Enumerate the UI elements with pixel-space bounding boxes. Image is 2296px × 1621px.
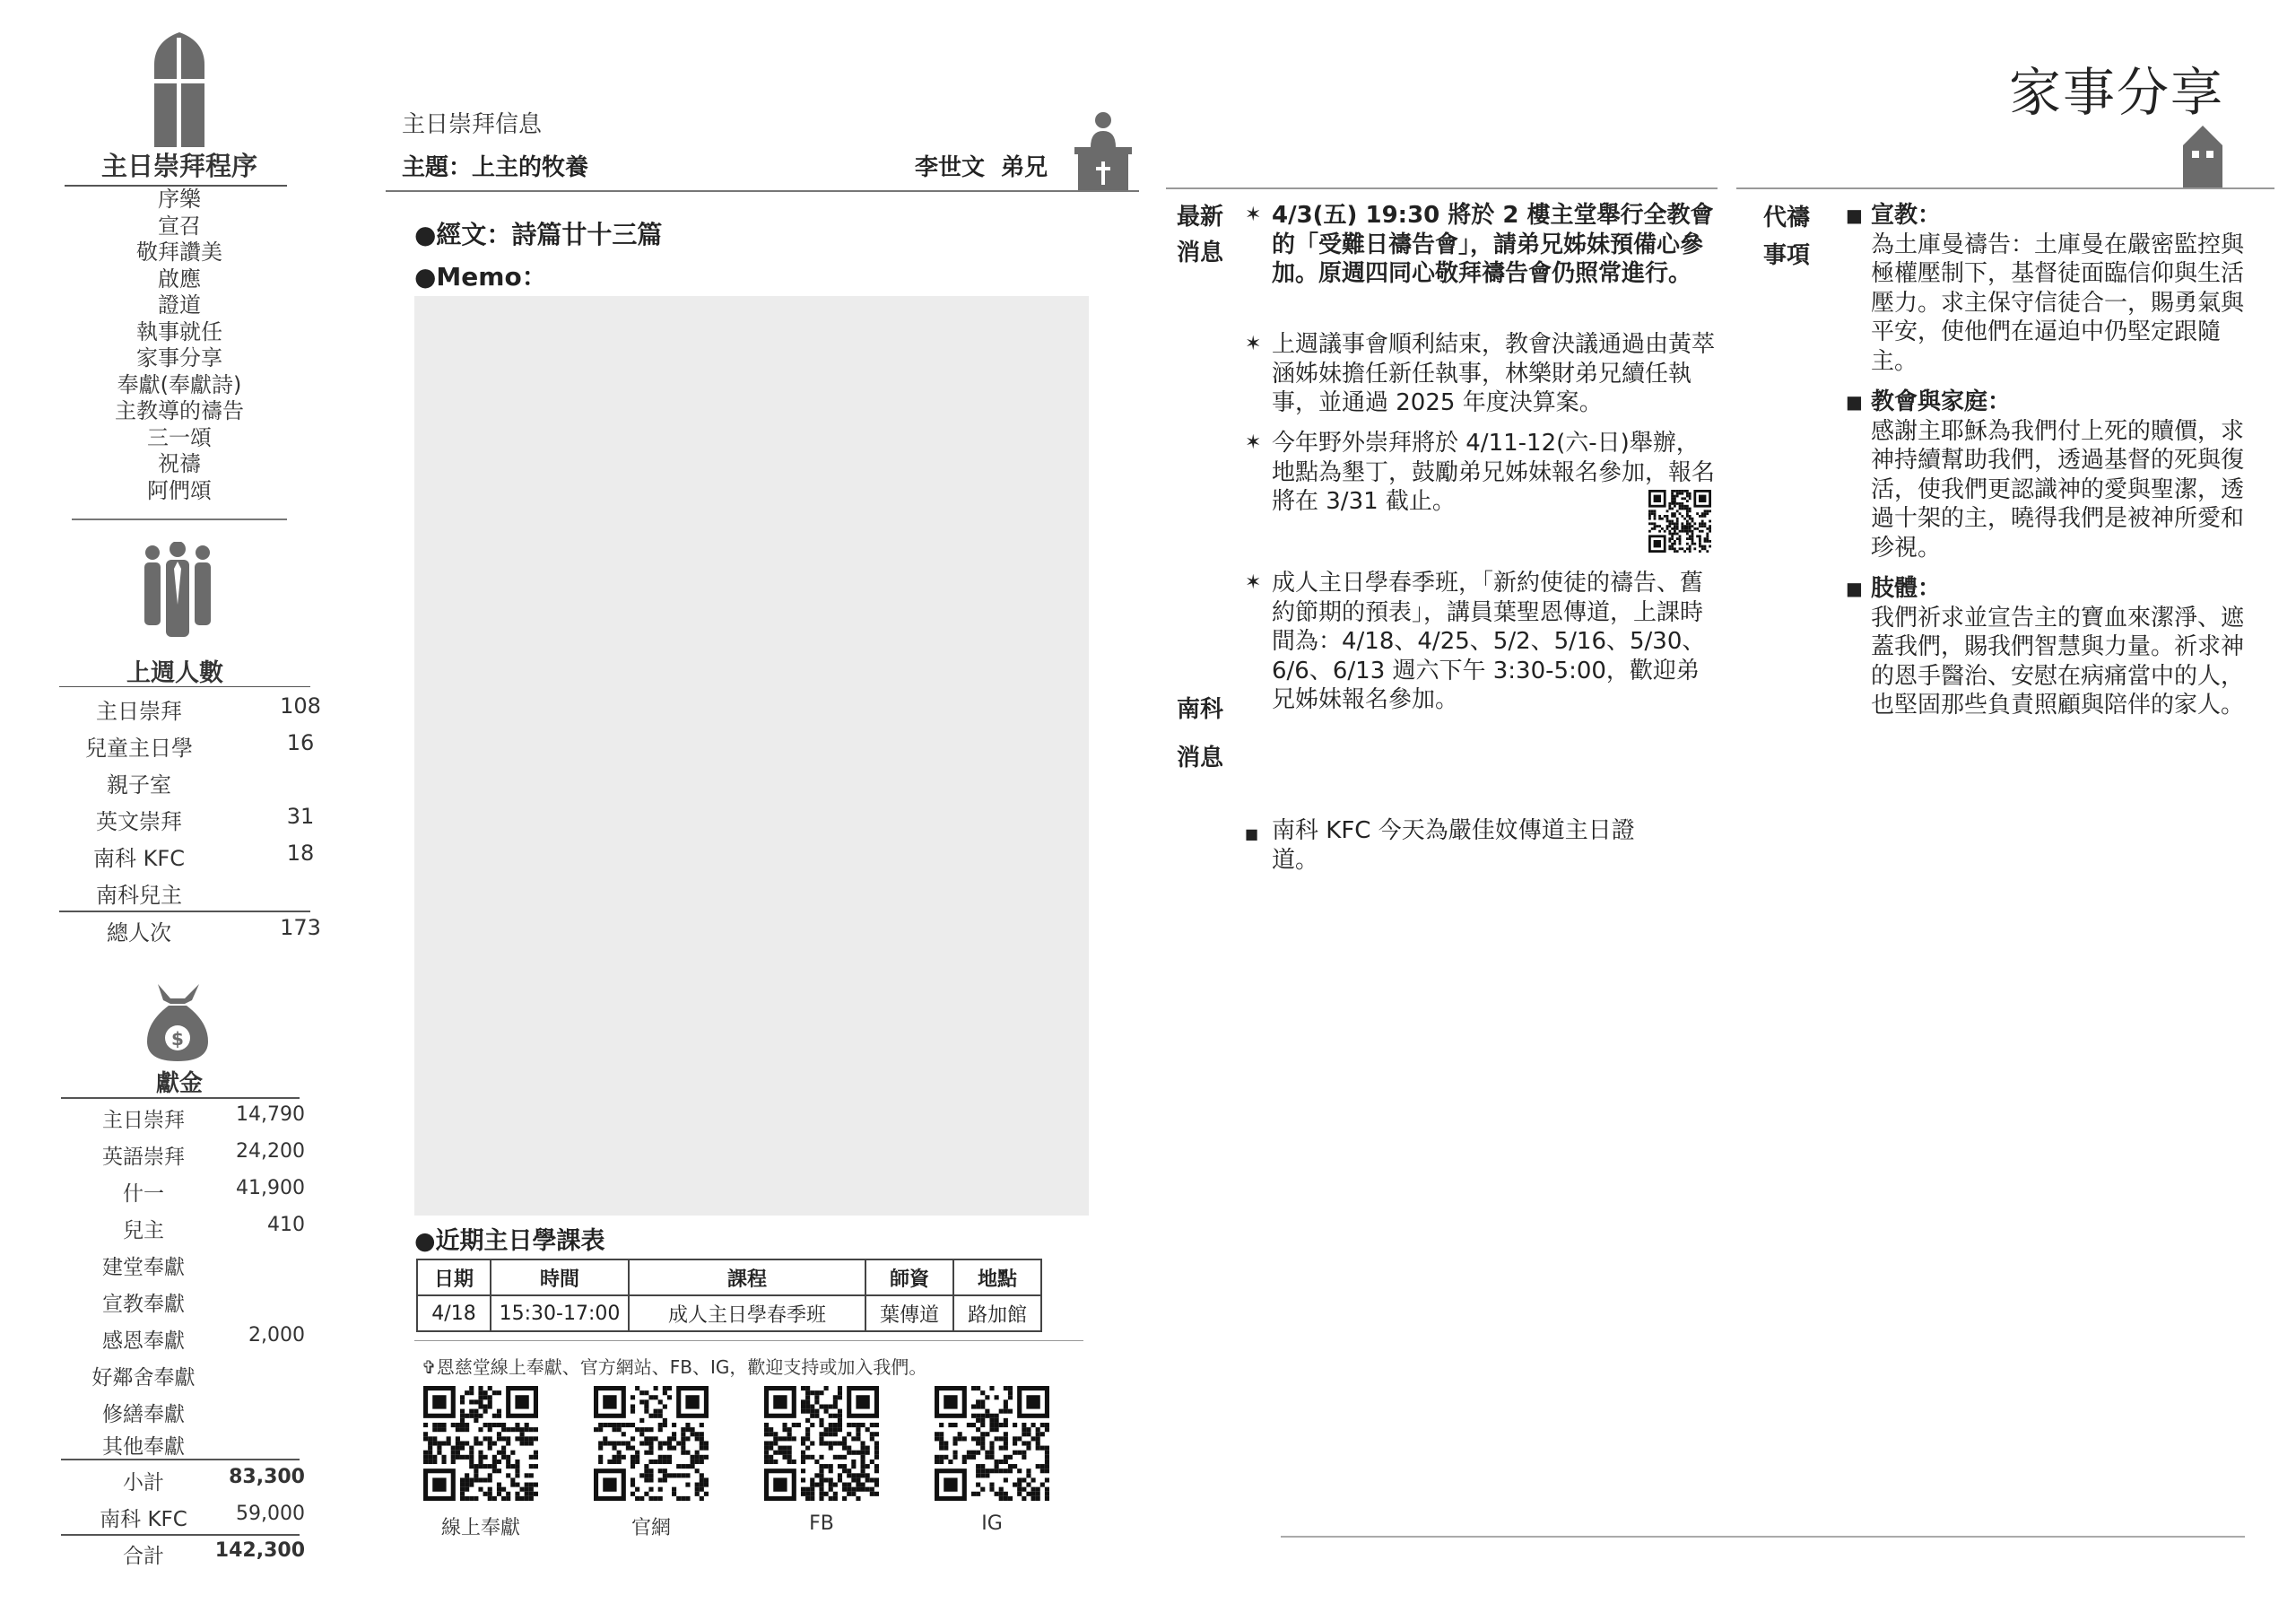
pray-label-line: 事項 [1763, 242, 1811, 269]
divider [61, 1459, 300, 1460]
divider [386, 190, 1139, 192]
attendance-title: 上週人數 [126, 659, 223, 687]
qr-code-icon[interactable] [1648, 490, 1711, 553]
news-text: 上週議事會順利結束，教會決議通過由黃萃涵姊妹擔任新任執事，林樂財弟兄續任執事，並通過 2025 年度決算案。 [1272, 331, 1716, 416]
nanke-item [1245, 816, 1666, 875]
sermon-theme: 主題：上主的牧養 [402, 154, 589, 181]
offering-row: 其他奉獻 [102, 1435, 185, 1459]
prayer-text: 我們祈求並宣告主的寶血來潔淨、遮蓋我們，賜我們智慧與力量。祈求神的恩手醫治、安慰在病痛當中的人，也堅固那些負責照顧與陪伴的家人。 [1871, 604, 2245, 719]
offering-row: 宣教奉獻 [102, 1293, 185, 1316]
order-item: 三一頌 [147, 424, 212, 450]
nanke-label [1177, 685, 1223, 782]
prayer-text: 為土庫曼禱告：土庫曼在嚴密監控與極權壓制下，基督徒面臨信仰與生活壓力。求主保守信徒合一，賜勇氣與平安，使他們在逼迫中仍堅定跟隨主。 [1871, 231, 2245, 375]
attendance-row: 南科兒主 [96, 883, 182, 908]
offering-title: 獻金 [155, 1070, 203, 1097]
order-item: 主教導的禱告 [115, 398, 244, 423]
order-item: 家事分享 [136, 345, 222, 370]
divider [1281, 1536, 2245, 1538]
order-list [63, 187, 296, 504]
prayer-item [1846, 201, 2266, 376]
money-bag-icon [145, 982, 210, 1063]
order-title: 主日崇拜程序 [100, 151, 257, 181]
order-item: 敬拜讚美 [136, 240, 222, 265]
qr-label-online-offering: 線上奉獻 [440, 1517, 520, 1539]
memo-box[interactable] [414, 296, 1089, 1216]
svg-text:$: $ [171, 1028, 184, 1050]
page-title: 家事分享 [2009, 62, 2225, 123]
divider [414, 1340, 1083, 1341]
table-cell: 成人主日學春季班 [629, 1295, 865, 1331]
church-window-icon [154, 32, 204, 147]
qr-code-icon[interactable] [935, 1386, 1049, 1501]
order-item: 證道 [158, 292, 201, 318]
offering-row: 感恩奉獻 2,000 [102, 1324, 305, 1353]
table-header-cell: 地點 [953, 1259, 1041, 1295]
attendance-row: 主日崇拜 108 [96, 693, 321, 724]
house-icon [2183, 126, 2222, 188]
offering-row: 英語崇拜 24,200 [102, 1140, 305, 1169]
table-header-cell: 課程 [629, 1259, 865, 1295]
table-cell: 葉傳道 [865, 1295, 953, 1331]
nanke-label-line: 消息 [1177, 745, 1224, 771]
qr-label-website: 官網 [631, 1517, 671, 1539]
qr-label-ig: IG [981, 1512, 1003, 1535]
news-text: 4/3(五) 19:30 將於 2 樓主堂舉行全教會的「受難日禱告會」，請弟兄姊妹預備心參加。原週四同心敬拜禱告會仍照常進行。 [1272, 202, 1714, 287]
order-item: 祝禱 [158, 451, 201, 476]
schedule-table [416, 1259, 1042, 1332]
prayer-item [1846, 388, 2266, 562]
table-header-cell: 時間 [491, 1259, 629, 1295]
offering-row: 修繕奉獻 [102, 1403, 185, 1426]
news-label-line: 消息 [1177, 240, 1224, 266]
qr-code-icon[interactable] [423, 1386, 538, 1501]
divider [1166, 187, 1718, 189]
qr-label-fb: FB [809, 1512, 834, 1535]
offering-subtotal-row: 小計 83,300 [123, 1466, 305, 1495]
offering-row: 好鄰舍奉獻 [91, 1366, 196, 1390]
pray-label [1763, 199, 1810, 275]
news-item [1245, 569, 1718, 715]
offering-row: 建堂奉獻 [102, 1256, 185, 1279]
star-icon: ✶ [1245, 204, 1262, 226]
people-icon [142, 542, 213, 639]
sermon-speaker: 李世文 弟兄 [915, 154, 1048, 181]
schedule-title: ●近期主日學課表 [414, 1227, 605, 1255]
order-item: 宣召 [158, 213, 201, 239]
attendance-row: 親子室 [107, 772, 171, 797]
prayer-item [1846, 574, 2266, 720]
divider [61, 1097, 300, 1099]
table-header-row [417, 1259, 1041, 1295]
divider [72, 519, 287, 520]
divider [59, 686, 310, 687]
divider [59, 911, 310, 912]
table-header-cell: 日期 [417, 1259, 491, 1295]
table-cell: 15:30-17:00 [491, 1295, 629, 1331]
news-label [1177, 199, 1223, 271]
attendance-row: 兒童主日學 16 [85, 730, 315, 761]
star-icon: ✶ [1245, 571, 1262, 594]
prayer-title: 教會與家庭： [1871, 388, 2012, 415]
offering-kfc-row: 南科 KFC 59,000 [100, 1503, 305, 1531]
bullet-icon: ■ [1846, 391, 1863, 413]
news-item [1245, 330, 1718, 418]
order-item: 執事就任 [136, 318, 222, 344]
table-cell: 路加館 [953, 1295, 1041, 1331]
table-cell: 4/18 [417, 1295, 491, 1331]
pray-label-line: 代禱 [1763, 205, 1811, 231]
prayer-text: 感謝主耶穌為我們付上死的贖價，求神持續幫助我們，透過基督的死與復活，使我們更認識神的愛與聖潔，透過十架的主，曉得我們是被神所愛和珍視。 [1871, 417, 2245, 562]
pulpit-icon [1074, 109, 1132, 192]
divider [61, 1534, 300, 1536]
order-item: 阿們頌 [147, 477, 212, 503]
news-text: 成人主日學春季班，「新約使徒的禱告、舊約節期的預表」，講員葉聖恩傳道，上課時間為：4/18、4/25、5/2、5/16、5/30、6/6、6/13 週六下午 3:30-5:00，歡迎弟兄姊妹報名參加。 [1272, 570, 1706, 713]
attendance-total-row: 總人次 173 [107, 915, 321, 946]
order-item: 奉獻(奉獻詩) [117, 371, 242, 397]
offering-row: 兒主 410 [123, 1214, 305, 1242]
memo-label: ●Memo： [414, 262, 547, 292]
links-intro: ✞恩慈堂線上奉獻、官方網站、FB、IG，歡迎支持或加入我們。 [422, 1356, 927, 1378]
table-header-cell: 師資 [865, 1259, 953, 1295]
nanke-label-line: 南科 [1177, 696, 1224, 723]
scripture-line: ●經文：詩篇廿十三篇 [414, 220, 663, 249]
order-item: 啟應 [158, 266, 201, 292]
star-icon: ✶ [1245, 333, 1262, 355]
attendance-row: 英文崇拜 31 [96, 804, 315, 834]
nanke-text: 南科 KFC 今天為嚴佳妏傳道主日證道。 [1272, 817, 1635, 874]
order-item: 序樂 [158, 187, 201, 212]
sermon-header: 主日崇拜信息 [402, 111, 543, 138]
qr-code-icon[interactable] [594, 1386, 709, 1501]
qr-code-icon[interactable] [764, 1386, 879, 1501]
offering-row: 什一 41,900 [123, 1177, 305, 1206]
offering-total-row: 合計 142,300 [123, 1539, 305, 1568]
bullet-icon: ■ [1245, 825, 1259, 842]
table-row [417, 1295, 1041, 1331]
divider [1736, 187, 2274, 189]
prayer-title: 宣教： [1871, 202, 1942, 229]
offering-row: 主日崇拜 14,790 [102, 1103, 305, 1132]
news-label-line: 最新 [1177, 204, 1224, 231]
bullet-icon: ■ [1846, 578, 1863, 599]
news-item [1245, 201, 1718, 289]
star-icon: ✶ [1245, 431, 1262, 454]
attendance-row: 南科 KFC 18 [93, 841, 315, 871]
news-text: 今年野外崇拜將於 4/11-12(六-日)舉辦，地點為墾丁，鼓勵弟兄姊妹報名參加，報名將在 3/31 截止。 [1272, 430, 1716, 515]
bullet-icon: ■ [1846, 205, 1863, 226]
prayer-title: 肢體： [1871, 575, 1942, 602]
